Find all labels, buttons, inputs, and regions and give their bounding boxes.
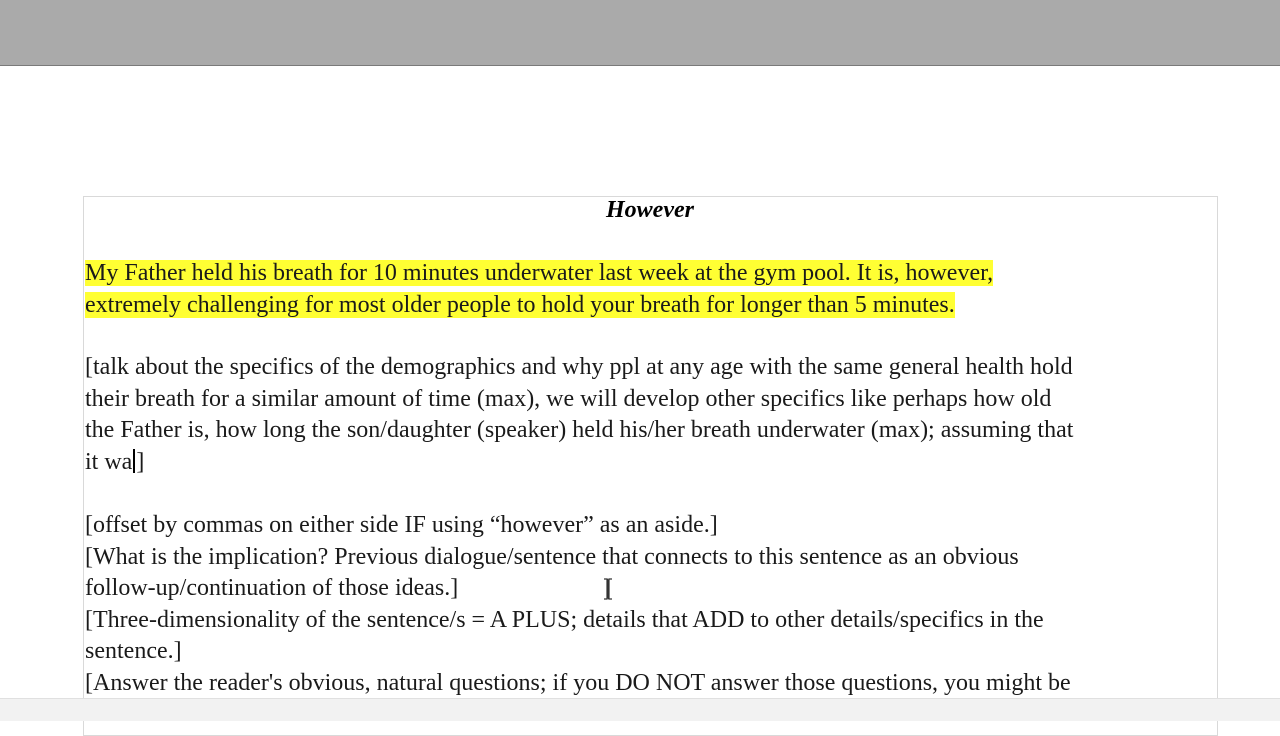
highlighted-line-2[interactable]: extremely challenging for most older people to hold your breath for longer than 5 minutes.	[85, 291, 955, 318]
notes-line-4-before-caret[interactable]: it wa	[85, 448, 133, 475]
guideline-line-5[interactable]: sentence.]	[85, 638, 182, 664]
notes-paragraph[interactable]	[85, 352, 1225, 478]
guideline-line-6[interactable]: [Answer the reader's obvious, natural questions; if you DO NOT answer those questions, you might be	[85, 669, 1071, 696]
notes-line-3[interactable]: the Father is, how long the son/daughter (speaker) held his/her breath underwater (max); assuming that	[85, 417, 1074, 443]
notes-line-4-after-caret[interactable]: ]	[136, 448, 145, 475]
guideline-line-4[interactable]: [Three-dimensionality of the sentence/s = A PLUS; details that ADD to other details/specifics in the	[85, 606, 1044, 633]
guideline-line-3[interactable]: follow-up/continuation of those ideas.]	[85, 575, 459, 601]
notes-line-2[interactable]: their breath for a similar amount of time (max), we will develop other specifics like perhaps how old	[85, 385, 1052, 412]
notes-line-4[interactable]	[85, 447, 1225, 479]
text-cursor-icon	[603, 578, 613, 600]
document-title[interactable]: However	[606, 197, 694, 223]
highlighted-line-1[interactable]: My Father held his breath for 10 minutes underwater last week at the gym pool. It is, however,	[85, 260, 994, 286]
highlighted-paragraph[interactable]	[85, 258, 1225, 321]
guideline-line-1[interactable]: [offset by commas on either side IF using “however” as an aside.]	[85, 512, 718, 538]
guideline-line-2[interactable]: [What is the implication? Previous dialogue/sentence that connects to this sentence as an obvious	[85, 543, 1019, 570]
window-toolbar	[0, 0, 1280, 66]
page-bottom-strip	[0, 698, 1280, 721]
guidelines-block[interactable]	[85, 510, 1225, 699]
notes-line-1[interactable]: [talk about the specifics of the demographics and why ppl at any age with the same general health hold	[85, 354, 1073, 380]
